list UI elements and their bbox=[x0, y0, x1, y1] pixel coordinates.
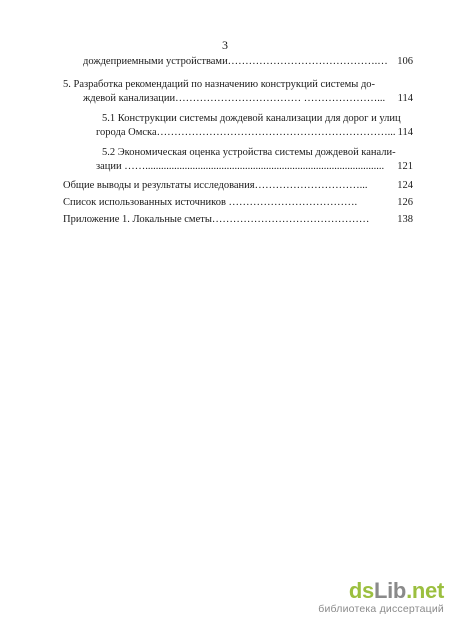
toc-entry-text: ждевой канализации……………………………… …………………... bbox=[83, 93, 386, 104]
toc-entry-text: зации ……........................................................................................... bbox=[96, 161, 385, 172]
logo-ds: ds bbox=[348, 578, 374, 603]
toc-entry-page: 121 bbox=[397, 161, 413, 172]
toc-entry-text: 5. Разработка рекомендаций по назначению конструкций системы до- bbox=[63, 79, 376, 90]
logo-net: .net bbox=[406, 578, 444, 603]
site-logo bbox=[294, 579, 444, 603]
toc-entry-text: Список использованных источников ………………………………. bbox=[63, 197, 358, 208]
toc-entry-text: 5.2 Экономическая оценка устройства системы дождевой канали- bbox=[102, 147, 396, 158]
toc-entry-page: 114 bbox=[397, 127, 413, 138]
toc-entry-page: 124 bbox=[397, 180, 413, 191]
watermark-logo[interactable] bbox=[294, 579, 444, 616]
toc-entry-page: 138 bbox=[397, 214, 413, 225]
toc-entry-text: Общие выводы и результаты исследования…………………………... bbox=[63, 180, 368, 191]
logo-subtitle: библиотека диссертаций bbox=[318, 603, 444, 615]
toc-entry-text: Приложение 1. Локальные сметы……………………………………… bbox=[63, 214, 370, 225]
toc-entry-text: города Омска…………………………………………………………... bbox=[96, 127, 396, 138]
page-number: 3 bbox=[222, 38, 228, 52]
toc-entry-text: 5.1 Конструкции системы дождевой канализации для дорог и улиц bbox=[102, 113, 401, 124]
toc-entry-page: 114 bbox=[397, 93, 413, 104]
toc-entry-text: дождеприемными устройствами…………………………………….… bbox=[83, 56, 388, 67]
logo-lib: Lib bbox=[373, 578, 407, 603]
toc-entry-page: 126 bbox=[397, 197, 413, 208]
toc-entry-page: 106 bbox=[397, 56, 413, 67]
